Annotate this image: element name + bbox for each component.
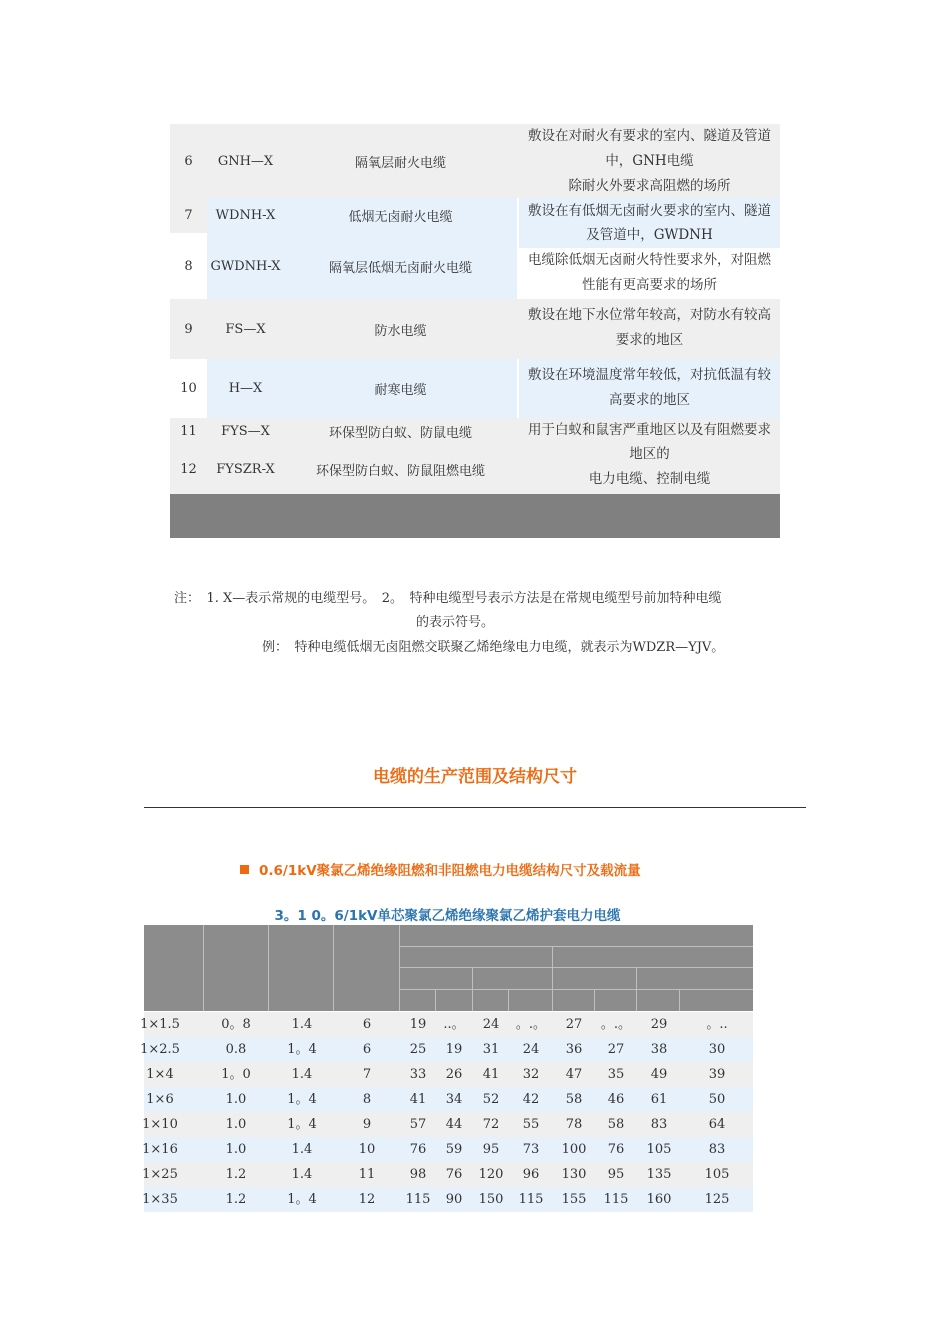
table-caption: 3。1 0。6/1kV单芯聚氯乙烯绝缘聚氯乙烯护套电力电缆	[274, 908, 621, 924]
table-cell: 1.4	[291, 1067, 313, 1082]
table-cell: 76	[445, 1167, 463, 1182]
table-cell: 44	[445, 1117, 463, 1132]
table-cell: 115	[603, 1192, 629, 1207]
cable-name: 环保型防白蚁、防鼠阻燃电缆	[315, 463, 485, 479]
table-cell: 135	[646, 1167, 672, 1182]
table-cell: 1。4	[287, 1192, 317, 1207]
header-divider	[203, 925, 204, 1011]
cable-dimension-table	[140, 925, 753, 1211]
table-cell: 83	[708, 1142, 726, 1157]
table-cell: 57	[409, 1117, 427, 1132]
table-cell: 98	[409, 1167, 427, 1182]
table-cell: 24	[522, 1042, 540, 1057]
row-number: 9	[184, 321, 193, 337]
note-line-1: 注： 1. X—表示常规的电缆型号。 2。 特种电缆型号表示方法是在常规电缆型号前加特种电缆	[174, 591, 722, 606]
table-cell: ..。	[443, 1017, 465, 1032]
table-cell: 1×2.5	[140, 1042, 180, 1057]
description-line: 敷设在对耐火有要求的室内、隧道及管道	[528, 128, 771, 144]
table-row	[144, 1162, 753, 1187]
description-line: 敷设在有低烟无卤耐火要求的室内、隧道	[528, 203, 771, 219]
description-line: 性能有更高要求的场所	[582, 277, 717, 293]
description-line: 要求的地区	[615, 332, 684, 348]
table-row	[144, 1062, 753, 1087]
table-cell: 7	[362, 1067, 372, 1082]
table-cell: 115	[518, 1192, 544, 1207]
table-cell: 27	[565, 1017, 583, 1032]
table-cell: 1.4	[291, 1167, 313, 1182]
table-cell: 59	[445, 1142, 463, 1157]
table-cell: 19	[409, 1017, 427, 1032]
table-cell: 1×10	[142, 1117, 178, 1132]
table-subtitle	[240, 859, 641, 879]
table-cell: 1.2	[225, 1192, 247, 1207]
table-cell: 30	[708, 1042, 726, 1057]
table-row	[144, 1137, 753, 1162]
table-cell: 41	[409, 1092, 427, 1107]
row-number: 12	[180, 461, 197, 477]
cable-model: FS—X	[225, 321, 266, 337]
table-cell: 41	[482, 1067, 500, 1082]
table-cell: 95	[482, 1142, 500, 1157]
table-cell: 55	[522, 1117, 540, 1132]
header-divider	[399, 925, 400, 1011]
table-cell: 33	[409, 1067, 427, 1082]
table-cell: 39	[708, 1067, 726, 1082]
table-cell: 8	[362, 1092, 372, 1107]
table-cell: 10	[358, 1142, 376, 1157]
table-cell: 64	[708, 1117, 726, 1132]
table-cell: 78	[565, 1117, 583, 1132]
row-number: 7	[170, 198, 207, 233]
table-cell: 52	[482, 1092, 500, 1107]
table-cell: 1×4	[146, 1067, 174, 1082]
description-line: 用于白蚁和鼠害严重地区以及有阻燃要求	[528, 422, 771, 438]
cable-name: 环保型防白蚁、防鼠电缆	[328, 425, 472, 441]
note-example: 例： 特种电缆低烟无卤阻燃交联聚乙烯绝缘电力电缆，就表示为WDZR—YJV。	[262, 640, 725, 655]
table-row	[144, 1187, 753, 1212]
table-cell: 49	[650, 1067, 668, 1082]
table-cell: 47	[565, 1067, 583, 1082]
section-title: 电缆的生产范围及结构尺寸	[373, 767, 577, 787]
table-cell: 130	[561, 1167, 587, 1182]
table-cell: 1。0	[221, 1067, 251, 1082]
table-cell: 1×6	[146, 1092, 174, 1107]
row-number: 6	[184, 153, 193, 169]
table-cell: 61	[650, 1092, 668, 1107]
table-cell: 31	[482, 1042, 500, 1057]
description-line: 高要求的地区	[609, 392, 690, 408]
cable-model: FYS—X	[221, 423, 270, 439]
cable-model: FYSZR-X	[216, 461, 275, 477]
table-cell: 95	[607, 1167, 625, 1182]
table-cell: 1.4	[291, 1142, 313, 1157]
table-cell: 1。4	[287, 1092, 317, 1107]
table-cell: 38	[650, 1042, 668, 1057]
description-line: 地区的	[629, 446, 670, 462]
table-cell: 1×25	[142, 1167, 178, 1182]
table-cell: 。..	[706, 1017, 728, 1032]
table-cell: 1×35	[142, 1192, 178, 1207]
cable-name: 低烟无卤耐火电缆	[284, 198, 517, 233]
cable-name: 隔氧层耐火电缆	[354, 155, 446, 171]
cable-type-table	[170, 124, 780, 538]
table-footer-bar	[170, 494, 780, 538]
table-cell: 100	[561, 1142, 587, 1157]
table-cell: 1×1.5	[140, 1017, 180, 1032]
table-cell: 83	[650, 1117, 668, 1132]
header-divider	[268, 925, 269, 1011]
table-cell: 36	[565, 1042, 583, 1057]
table-cell: 19	[445, 1042, 463, 1057]
table-cell: 。.。	[515, 1017, 547, 1032]
header-divider	[594, 989, 595, 1011]
table-cell: 115	[405, 1192, 431, 1207]
table-cell: 160	[646, 1192, 672, 1207]
section-divider	[144, 807, 806, 808]
description-line: 除耐火外要求高阻燃的场所	[568, 178, 731, 194]
table-cell: 105	[704, 1167, 730, 1182]
table-cell: 46	[607, 1092, 625, 1107]
table-cell: 0。8	[221, 1017, 251, 1032]
table-cell: 120	[478, 1167, 504, 1182]
header-divider	[552, 947, 553, 1011]
table-cell: 73	[522, 1142, 540, 1157]
cable-model: H—X	[207, 359, 284, 418]
table-row	[144, 1112, 753, 1137]
cable-model: WDNH-X	[207, 198, 284, 233]
table-cell: 1.0	[225, 1092, 247, 1107]
table-cell: 76	[607, 1142, 625, 1157]
table-cell: 96	[522, 1167, 540, 1182]
cable-name: 隔氧层低烟无卤耐火电缆	[284, 233, 517, 299]
description-line: 敷设在地下水位常年较高，对防水有较高	[528, 307, 771, 323]
table-row	[140, 1012, 753, 1037]
table-cell: 25	[409, 1042, 427, 1057]
table-cell: 6	[362, 1017, 372, 1032]
cable-name: 耐寒电缆	[284, 359, 517, 418]
table-header	[144, 925, 753, 1011]
table-cell: 1.2	[225, 1167, 247, 1182]
table-cell: 1.0	[225, 1117, 247, 1132]
cable-model: GWDNH-X	[207, 233, 284, 299]
description-line: 中，GNH电缆	[605, 153, 694, 169]
table-cell: 155	[561, 1192, 587, 1207]
header-divider	[679, 989, 680, 1011]
table-cell: 9	[362, 1117, 372, 1132]
table-cell: 0.8	[225, 1042, 247, 1057]
table-cell: 1。4	[287, 1117, 317, 1132]
table-cell: 125	[704, 1192, 730, 1207]
table-cell: 1。4	[287, 1042, 317, 1057]
table-row	[140, 1037, 753, 1062]
table-cell: 58	[565, 1092, 583, 1107]
cable-model: GNH—X	[217, 153, 274, 169]
table-cell: 24	[482, 1017, 500, 1032]
header-divider	[399, 967, 753, 968]
table-cell: 34	[445, 1092, 463, 1107]
description-line: 及管道中，GWDNH	[586, 227, 713, 243]
table-cell: 35	[607, 1067, 625, 1082]
table-cell: 11	[358, 1167, 376, 1182]
cable-name: 防水电缆	[374, 323, 427, 339]
table-cell: 1×16	[142, 1142, 178, 1157]
row-number: 11	[180, 423, 197, 439]
table-cell: 90	[445, 1192, 463, 1207]
table-cell: 6	[362, 1042, 372, 1057]
header-divider	[399, 946, 753, 947]
description-line: 电力电缆、控制电缆	[588, 471, 711, 487]
description-line: 电缆除低烟无卤耐火特性要求外，对阻燃	[528, 252, 771, 268]
table-cell: 150	[478, 1192, 504, 1207]
header-divider	[399, 989, 753, 990]
note-line-2: 的表示符号。	[416, 615, 495, 630]
table-cell: 32	[522, 1067, 540, 1082]
table-row	[144, 1087, 753, 1112]
table-cell: 。.。	[600, 1017, 632, 1032]
row-number: 8	[184, 258, 193, 274]
table-cell: 1.0	[225, 1142, 247, 1157]
table-cell: 12	[358, 1192, 376, 1207]
header-divider	[508, 989, 509, 1011]
table-cell: 1.4	[291, 1017, 313, 1032]
table-cell: 26	[445, 1067, 463, 1082]
table-cell: 105	[646, 1142, 672, 1157]
table-cell: 58	[607, 1117, 625, 1132]
row-number: 10	[180, 381, 197, 396]
orange-square-icon	[240, 865, 249, 874]
table-cell: 50	[708, 1092, 726, 1107]
header-divider	[435, 989, 436, 1011]
subtitle-text: 0.6/1kV聚氯乙烯绝缘阻燃和非阻燃电力电缆结构尺寸及载流量	[259, 863, 641, 879]
table-cell: 72	[482, 1117, 500, 1132]
header-divider	[333, 925, 334, 1011]
table-cell: 42	[522, 1092, 540, 1107]
table-cell: 27	[607, 1042, 625, 1057]
table-cell: 29	[650, 1017, 668, 1032]
description-line: 敷设在环境温度常年较低，对抗低温有较	[528, 367, 771, 383]
table-cell: 76	[409, 1142, 427, 1157]
